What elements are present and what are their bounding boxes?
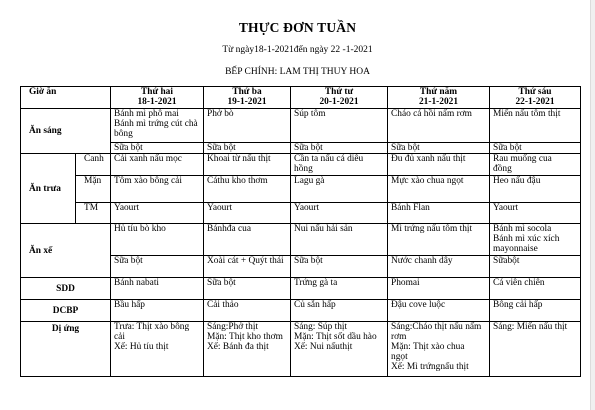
allergy-cell [388, 322, 490, 377]
lunch-cell [111, 154, 204, 176]
cell-line: Miến nấu tôm thịt [493, 109, 561, 119]
cell-line: đồng [493, 164, 512, 174]
allergy-cell [111, 322, 204, 377]
cell-line: rơm [391, 332, 407, 342]
day-header [490, 87, 581, 109]
cell-line: Cháo cá hồi nấm rơm [391, 109, 472, 119]
lunch-cell [111, 203, 204, 224]
snack-cell [111, 224, 204, 256]
cell-line: Mực xào chua ngọt [391, 176, 464, 186]
snack-cell [204, 224, 291, 256]
snack-drink-cell: Sữabột [490, 256, 581, 278]
lunch-cell [291, 203, 388, 224]
sdd-label: SDD [21, 278, 111, 300]
day-date: 18-1-2021 [137, 97, 177, 107]
cell-line: Heo nấu đậu [493, 176, 541, 186]
cell-line: Cáthu kho thơm [207, 176, 268, 186]
cell-line: Yaourt [114, 203, 140, 213]
cell-line: Mặn: Thịt kho thơm [207, 332, 283, 342]
dcbp-cell: Cải thảo [204, 300, 291, 322]
lunch-cell [388, 203, 490, 224]
lunch-row [21, 154, 581, 176]
cell-line: Xế: Hủ tíu thịt [114, 342, 169, 352]
lunch-row [21, 176, 581, 203]
lunch-cell [111, 176, 204, 203]
snack-drink-cell: Sữa bột [291, 256, 388, 278]
breakfast-cell [490, 109, 581, 143]
snack-drink-cell: Sữa bột [111, 256, 204, 278]
allergy-cell [490, 322, 581, 377]
cell-line: Cần ta nấu cá diêu [294, 154, 364, 164]
cell-line: Súp tôm [294, 109, 326, 119]
breakfast-row [21, 109, 581, 143]
dcbp-label: DCBP [21, 300, 111, 322]
sdd-cell: Phomai [388, 278, 490, 300]
breakfast-drink-cell: Sữa bột [204, 143, 291, 154]
cell-line: Bánh mì socola [493, 224, 552, 234]
snack-cell [490, 224, 581, 256]
breakfast-drink-cell: Sữa bột [291, 143, 388, 154]
sdd-cell: Bánh nabati [111, 278, 204, 300]
lunch-cell [291, 154, 388, 176]
day-date: 22-1-2021 [515, 97, 555, 107]
allergy-label: Dị ứng [21, 322, 111, 377]
lunch-label: Ăn trưa [21, 154, 76, 224]
day-date: 20-1-2021 [319, 97, 359, 107]
breakfast-cell [291, 109, 388, 143]
cell-line: Yaourt [493, 203, 519, 213]
breakfast-drink-cell: Sữa bột [111, 143, 204, 154]
cell-line: Cải xanh nấu mọc [114, 154, 182, 164]
breakfast-cell [388, 109, 490, 143]
dcbp-cell: Bầu hấp [111, 300, 204, 322]
cell-line: Khoai từ nấu thịt [207, 154, 271, 164]
cell-line: cải [114, 332, 125, 342]
day-name: Thứ tư [324, 87, 354, 97]
dcbp-cell: Củ sắn hấp [291, 300, 388, 322]
lunch-cell [490, 154, 581, 176]
cell-line: Trưa: Thịt xào bông [114, 322, 190, 332]
snack-row [21, 224, 581, 256]
allergy-cell [291, 322, 388, 377]
cell-line: Đu đủ xanh nấu thịt [391, 154, 466, 164]
cell-line: Sáng:Phở thịt [207, 322, 259, 332]
lunch-cell [204, 154, 291, 176]
cell-line: Xế: Nui nấuthịt [294, 342, 353, 352]
cell-line: mayonnaise [493, 244, 538, 254]
kitchen-name: BẾP CHÍNH: LAM THỊ THUY HOA [225, 67, 370, 77]
breakfast-cell [204, 109, 291, 143]
cell-line: Bánh mì phô mai [114, 109, 179, 119]
cell-line: Xế: Bánh đa thịt [207, 342, 269, 352]
cell-line: Yaourt [294, 203, 320, 213]
dcbp-cell: Bông cải hấp [490, 300, 581, 322]
day-date: 19-1-2021 [227, 97, 267, 107]
sdd-cell: Sữa bột [204, 278, 291, 300]
snack-drink-cell: Nước chanh dây [388, 256, 490, 278]
cell-line: Bánhđa cua [207, 224, 251, 234]
cell-line: Mặn: Thịt xào chua [391, 342, 465, 352]
cell-line: Mặn: Thịt sốt dầu hào [294, 332, 377, 342]
day-date: 21-1-2021 [418, 97, 459, 107]
snack-cell [388, 224, 490, 256]
cell-line: Rau muống cua [493, 154, 552, 164]
allergy-row [21, 322, 581, 377]
cell-line: Mì trứng nấu tôm thịt [391, 224, 473, 234]
page-title: THỰC ĐƠN TUẦN [238, 20, 357, 35]
vertical-scrollbar[interactable] [590, 0, 595, 410]
cell-line: Xế: Mì trứngnấu thịt [391, 362, 469, 372]
breakfast-drink-cell: Sữa bột [388, 143, 490, 154]
sdd-row [21, 278, 581, 300]
sdd-cell: Trứng gà ta [291, 278, 388, 300]
day-name: Thứ năm [419, 87, 458, 97]
date-range: Từ ngày18-1-2021đến ngày 22 -1-2021 [222, 45, 373, 55]
cell-line: Phở bò [207, 109, 234, 119]
day-header [204, 87, 291, 109]
cell-line: Tôm xào bông cải [114, 176, 182, 186]
lunch-sub-label: Mặn [76, 176, 111, 203]
sdd-cell: Cá viên chiên [490, 278, 581, 300]
lunch-sub-label: TM [76, 203, 111, 224]
lunch-cell [204, 203, 291, 224]
cell-line: ngọt [391, 352, 408, 362]
breakfast-cell [111, 109, 204, 143]
day-header [291, 87, 388, 109]
day-header [111, 87, 204, 109]
lunch-cell [388, 154, 490, 176]
breakfast-drink-cell: Sữa bột [490, 143, 581, 154]
cell-line: Sáng: Súp thịt [294, 322, 348, 332]
cell-line: Sáng: Miến nấu thịt [493, 322, 568, 332]
snack-cell [291, 224, 388, 256]
breakfast-label: Ăn sáng [21, 109, 111, 154]
lunch-cell [490, 176, 581, 203]
day-name: Thứ sáu [518, 87, 552, 97]
lunch-cell [388, 176, 490, 203]
day-header [388, 87, 490, 109]
allergy-cell [204, 322, 291, 377]
dcbp-row [21, 300, 581, 322]
cell-line: Nui nấu hải sản [294, 224, 353, 234]
lunch-cell [204, 176, 291, 203]
lunch-sub-label: Canh [76, 154, 111, 176]
day-name: Thứ ba [232, 87, 262, 97]
cell-line: Hủ tíu bò kho [114, 224, 166, 234]
cell-line: Bánh mì trứng cút chà bông [114, 119, 198, 139]
cell-line: Bánh mì xúc xích [493, 234, 560, 244]
header-row [21, 87, 581, 109]
lunch-cell [291, 176, 388, 203]
weekly-menu-table [20, 86, 581, 377]
cell-line: Lagu gà [294, 176, 325, 186]
dcbp-cell: Đậu cove luộc [388, 300, 490, 322]
snack-label: Ăn xế [21, 224, 111, 278]
lunch-cell [490, 203, 581, 224]
cell-line: Yaourt [207, 203, 233, 213]
lunch-row [21, 203, 581, 224]
day-name: Thứ hai [141, 87, 173, 97]
cell-line: Bánh Flan [391, 203, 430, 213]
snack-drink-cell: Xoài cát + Quýt thái [204, 256, 291, 278]
cell-line: Sáng:Cháo thịt nấu nấm [391, 322, 482, 332]
meal-time-header: Giờ ăn [21, 87, 111, 109]
cell-line: hồng [294, 164, 313, 174]
